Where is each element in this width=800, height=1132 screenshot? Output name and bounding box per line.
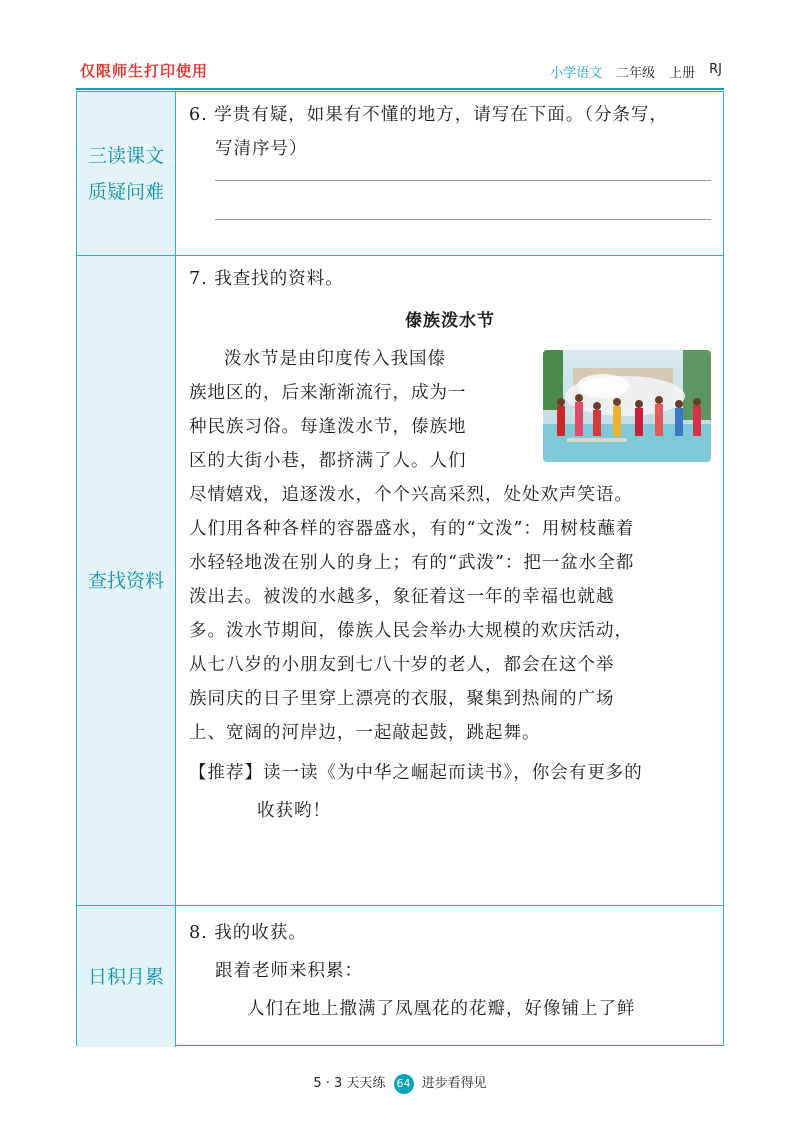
article-line: 种民族习俗。每逢泼水节，傣族地 <box>189 417 467 437</box>
header-subject: 小学语文 <box>550 66 603 81</box>
recommend-text-cont: 收获哟！ <box>257 801 331 821</box>
page-footer <box>0 1072 800 1094</box>
header-divider <box>76 88 724 90</box>
article-line: 族同庆的日子里穿上漂亮的衣服，聚集到热闹的广场 <box>189 689 615 709</box>
article-title: 傣族泼水节 <box>405 311 495 331</box>
header-book-info <box>550 62 722 81</box>
header-grade: 二年级 <box>616 66 656 81</box>
article-line: 尽情嬉戏，追逐泼水，个个兴高采烈，处处欢声笑语。 <box>189 485 633 505</box>
question-8-text: 8. 我的收获。 <box>189 923 307 943</box>
header-edition: RJ <box>709 62 722 77</box>
article-line: 多。泼水节期间，傣族人民会举办大规模的欢庆活动， <box>189 621 633 641</box>
section-7-label-text: 查找资料 <box>87 569 164 592</box>
article-line: 水轻轻地泼在别人的身上；有的“武泼”：把一盆水全都 <box>189 553 635 573</box>
water-festival-photo <box>543 350 711 462</box>
article-line: 上、宽阔的河岸边，一起敲起鼓，跳起舞。 <box>189 723 541 743</box>
question-8-instruction: 跟着老师来积累： <box>215 961 363 981</box>
section-7-label <box>77 256 176 905</box>
section-6-label-line: 质疑问难 <box>87 180 164 203</box>
section-question-7 <box>77 256 723 906</box>
answer-line[interactable] <box>215 180 711 181</box>
header-print-notice: 仅限师生打印使用 <box>80 62 209 80</box>
header-volume: 上册 <box>669 66 696 81</box>
answer-line[interactable] <box>215 219 711 220</box>
section-8-label-text: 日积月累 <box>87 965 164 988</box>
water-festival-illustration <box>543 350 711 462</box>
footer-slogan: 进步看得见 <box>421 1076 487 1091</box>
question-6-text: 6. 学贵有疑，如果有不懂的地方，请写在下面。（分条写， <box>189 105 669 125</box>
footer-series: 5 · 3 天天练 <box>313 1076 386 1091</box>
page-number: 64 <box>394 1074 414 1094</box>
section-question-8 <box>77 906 723 1047</box>
question-8-sentence: 人们在地上撒满了凤凰花的花瓣，好像铺上了鲜 <box>247 999 636 1019</box>
article-line: 泼出去。被泼的水越多，象征着这一年的幸福也就越 <box>189 587 615 607</box>
article-line: 从七八岁的小朋友到七八十岁的老人，都会在这个举 <box>189 655 615 675</box>
recommend-text: 【推荐】读一读《为中华之崛起而读书》，你会有更多的 <box>189 763 643 783</box>
article-line: 人们用各种各样的容器盛水，有的“文泼”：用树枝蘸着 <box>189 519 635 539</box>
question-7-text: 7. 我查找的资料。 <box>189 269 344 289</box>
section-6-label-line: 三读课文 <box>87 144 164 167</box>
article-line: 泼水节是由印度传入我国傣 <box>224 349 446 369</box>
question-6-text-cont: 写清序号） <box>215 139 308 159</box>
article-line: 区的大街小巷，都挤满了人。人们 <box>189 451 467 471</box>
section-8-label <box>77 906 176 1047</box>
section-6-label <box>77 92 176 255</box>
article-line: 族地区的，后来渐渐流行，成为一 <box>189 383 467 403</box>
section-question-6 <box>77 92 723 256</box>
worksheet-table <box>76 91 724 1046</box>
